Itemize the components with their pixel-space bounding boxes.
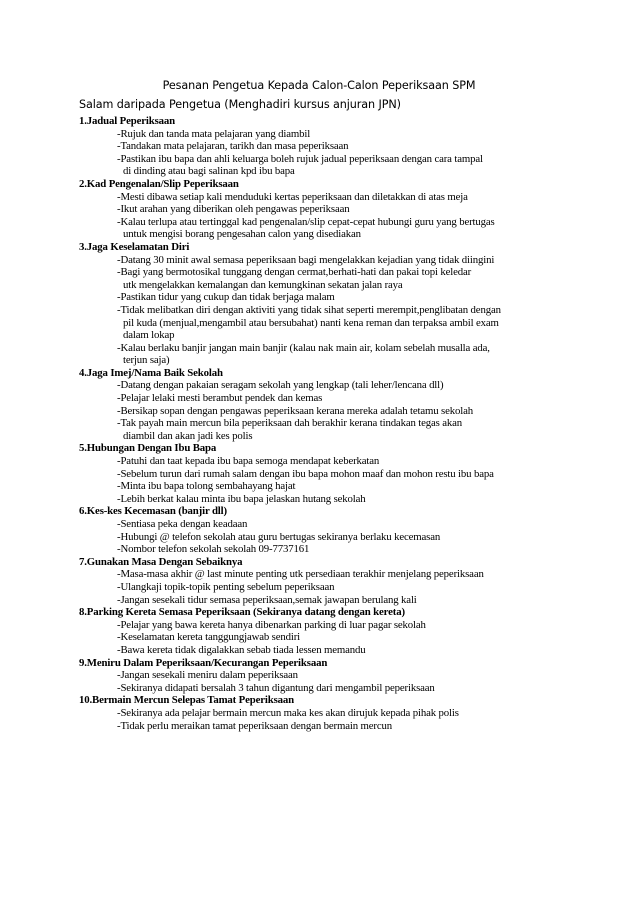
- section-line: -Pastikan tidur yang cukup dan tidak berjaga malam: [117, 291, 335, 304]
- section-heading: 4.Jaga Imej/Nama Baik Sekolah: [79, 366, 223, 379]
- section-line: utk mengelakkan kemalangan dan kemungkinan sekatan jalan raya: [123, 278, 403, 291]
- section-line: -Pelajar yang bawa kereta hanya dibenarkan parking di luar pagar sekolah: [117, 618, 426, 631]
- page-title: Pesanan Pengetua Kepada Calon-Calon Peperiksaan SPM: [162, 79, 476, 92]
- section-heading: 2.Kad Pengenalan/Slip Peperiksaan: [79, 177, 239, 190]
- section-heading: 9.Meniru Dalam Peperiksaan/Kecurangan Peperiksaan: [79, 656, 328, 669]
- section-line: -Tandakan mata pelajaran, tarikh dan masa peperiksaan: [117, 140, 349, 153]
- section-line: -Tidak melibatkan diri dengan aktiviti yang tidak sihat seperti merempit,penglibatan dengan: [117, 303, 501, 316]
- section-line: -Sekiranya ada pelajar bermain mercun maka kes akan dirujuk kepada pihak polis: [117, 706, 459, 719]
- page-subtitle: Salam daripada Pengetua (Menghadiri kursus anjuran JPN): [79, 98, 401, 111]
- section-4: [79, 367, 619, 443]
- section-9: [79, 657, 619, 695]
- section-line: -Bagi yang bermotosikal tunggang dengan cermat,berhati-hati dan pakai topi keledar: [117, 266, 472, 279]
- document-body: [79, 115, 619, 732]
- section-line: -Jangan sesekali meniru dalam peperiksaan: [117, 669, 298, 682]
- section-line: -Sebelum turun dari rumah salam dengan ibu bapa mohon maaf dan mohon restu ibu bapa: [117, 467, 494, 480]
- section-line: pil kuda (menjual,mengambil atau bersubahat) nanti kena reman dan terpaksa ambil exam: [123, 316, 499, 329]
- section-1: [79, 115, 619, 178]
- section-7: [79, 556, 619, 606]
- section-line: -Jangan sesekali tidur semasa peperiksaan,semak jawapan berulang kali: [117, 593, 417, 606]
- section-heading: 7.Gunakan Masa Dengan Sebaiknya: [79, 555, 243, 568]
- section-line: -Sentiasa peka dengan keadaan: [117, 518, 248, 530]
- section-heading: 6.Kes-kes Kecemasan (banjir dll): [79, 505, 227, 518]
- section-line: -Ikut arahan yang diberikan oleh pengawas peperiksaan: [117, 203, 350, 216]
- section-heading: 10.Bermain Mercun Selepas Tamat Peperiksaan: [79, 694, 294, 707]
- section-heading: 3.Jaga Keselamatan Diri: [79, 240, 190, 253]
- section-heading: 5.Hubungan Dengan Ibu Bapa: [79, 442, 217, 455]
- section-line: -Rujuk dan tanda mata pelajaran yang diambil: [117, 127, 311, 140]
- section-line: terjun saja): [123, 354, 170, 367]
- section-2: [79, 178, 619, 241]
- section-line: -Lebih berkat kalau minta ibu bapa jelaskan hutang sekolah: [117, 492, 366, 505]
- section-line: -Hubungi @ telefon sekolah atau guru bertugas sekiranya berlaku kecemasan: [117, 530, 441, 543]
- section-line: -Tak payah main mercun bila peperiksaan dah berakhir kerana tindakan tegas akan: [117, 417, 463, 430]
- section-line: -Masa-masa akhir @ last minute penting utk persediaan terakhir menjelang peperiksaan: [117, 568, 484, 581]
- section-line: -Nombor telefon sekolah sekolah 09-7737161: [117, 543, 310, 556]
- section-line: -Tidak perlu meraikan tamat peperiksaan dengan bermain mercun: [117, 719, 392, 732]
- section-8: [79, 606, 619, 656]
- section-line: -Mesti dibawa setiap kali menduduki kertas peperiksaan dan diletakkan di atas meja: [117, 190, 468, 203]
- section-line: -Patuhi dan taat kepada ibu bapa semoga mendapat keberkatan: [117, 455, 380, 468]
- section-line: -Sekiranya didapati bersalah 3 tahun digantung dari mengambil peperiksaan: [117, 681, 435, 694]
- section-6: [79, 505, 619, 555]
- section-line: -Pelajar lelaki mesti berambut pendek dan kemas: [117, 392, 323, 405]
- section-3: [79, 241, 619, 367]
- section-line: -Minta ibu bapa tolong sembahayang hajat: [117, 480, 296, 493]
- section-line: -Datang 30 minit awal semasa peperiksaan bagi mengelakkan kejadian yang tidak diingini: [117, 253, 495, 266]
- section-line: -Kalau terlupa atau tertinggal kad pengenalan/slip cepat-cepat hubungi guru yang bertugas: [117, 215, 495, 228]
- section-5: [79, 442, 619, 505]
- section-line: -Ulangkaji topik-topik penting sebelum peperiksaan: [117, 580, 335, 593]
- section-line: -Kalau berlaku banjir jangan main banjir (kalau nak main air, kolam sebelah musalla ada,: [117, 341, 490, 354]
- section-line: untuk mengisi borang pengesahan calon yang disediakan: [123, 228, 361, 241]
- section-line: -Datang dengan pakaian seragam sekolah yang lengkap (tali leher/lencana dll): [117, 379, 444, 392]
- section-10: [79, 694, 619, 732]
- section-line: diambil dan akan jadi kes polis: [123, 429, 253, 442]
- section-heading: 1.Jadual Peperiksaan: [79, 115, 175, 127]
- section-line: -Bawa kereta tidak digalakkan sebab tiada lessen memandu: [117, 643, 366, 656]
- section-line: di dinding atau bagi salinan kpd ibu bapa: [123, 165, 295, 178]
- section-line: -Bersikap sopan dengan pengawas peperiksaan kerana mereka adalah tetamu sekolah: [117, 404, 473, 417]
- section-line: dalam lokap: [123, 329, 175, 342]
- section-line: -Keselamatan kereta tanggungjawab sendiri: [117, 631, 301, 644]
- section-heading: 8.Parking Kereta Semasa Peperiksaan (Sekiranya datang dengan kereta): [79, 606, 405, 619]
- section-line: -Pastikan ibu bapa dan ahli keluarga boleh rujuk jadual peperiksaan dengan cara tampal: [117, 152, 483, 165]
